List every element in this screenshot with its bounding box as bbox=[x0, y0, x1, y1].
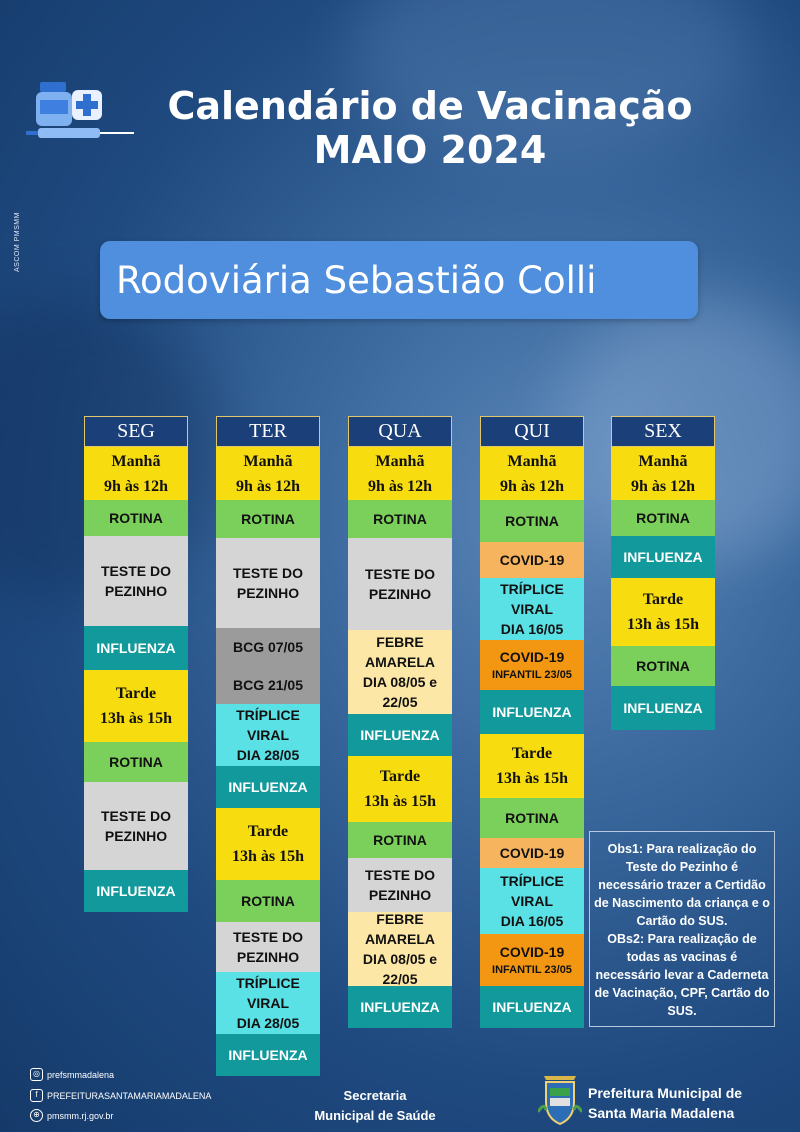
vaccine-cell: TESTE DO PEZINHO bbox=[216, 538, 320, 628]
day-header: SEG bbox=[84, 416, 188, 447]
vaccine-cell: BCG 07/05 bbox=[216, 628, 320, 666]
day-column-qua bbox=[348, 416, 452, 1028]
period-header: Manhã 9h às 12h bbox=[611, 447, 715, 500]
period-header: Manhã 9h às 12h bbox=[348, 447, 452, 500]
title-line-2: MAIO 2024 bbox=[313, 128, 547, 172]
vaccine-cell: INFLUENZA bbox=[84, 626, 188, 670]
vaccine-cell: BCG 21/05 bbox=[216, 666, 320, 704]
instagram-link[interactable] bbox=[30, 1068, 114, 1081]
vaccine-cell: ROTINA bbox=[611, 500, 715, 536]
title-line-1: Calendário de Vacinação bbox=[167, 84, 693, 128]
vaccine-cell: ROTINA bbox=[84, 742, 188, 782]
vaccine-cell: INFLUENZA bbox=[84, 870, 188, 912]
period-header: Manhã 9h às 12h bbox=[480, 447, 584, 500]
day-column-seg bbox=[84, 416, 188, 912]
facebook-handle: PREFEITURASANTAMARIAMADALENA bbox=[47, 1090, 212, 1101]
prefeitura-label: Prefeitura Municipal de Santa Maria Madalena bbox=[588, 1085, 743, 1121]
vaccine-cell: ROTINA bbox=[480, 500, 584, 542]
page-title bbox=[120, 84, 740, 172]
period-header: Manhã 9h às 12h bbox=[216, 447, 320, 500]
day-header: TER bbox=[216, 416, 320, 447]
period-header: Manhã 9h às 12h bbox=[84, 447, 188, 500]
vaccine-cell: INFLUENZA bbox=[216, 1034, 320, 1076]
period-header: Tarde 13h às 15h bbox=[348, 756, 452, 822]
globe-icon: ⊕ bbox=[30, 1109, 43, 1122]
vaccine-cell: FEBRE AMARELA DIA 08/05 e 22/05 bbox=[348, 912, 452, 986]
vaccine-cell: ROTINA bbox=[480, 798, 584, 838]
vaccine-cell: INFLUENZA bbox=[480, 690, 584, 734]
vaccine-cell: INFLUENZA bbox=[480, 986, 584, 1028]
period-header: Tarde 13h às 15h bbox=[216, 808, 320, 880]
vaccine-cell: TESTE DO PEZINHO bbox=[216, 922, 320, 972]
vaccine-cell: ROTINA bbox=[216, 880, 320, 922]
location-banner: Rodoviária Sebastião Colli bbox=[100, 241, 698, 319]
vaccine-cell: INFLUENZA bbox=[611, 686, 715, 730]
vaccine-cell: COVID-19 INFANTIL 23/05 bbox=[480, 640, 584, 690]
instagram-icon: ◎ bbox=[30, 1068, 43, 1081]
website-link[interactable] bbox=[30, 1109, 113, 1122]
vaccine-cell: ROTINA bbox=[84, 500, 188, 536]
instagram-handle: prefsmmadalena bbox=[47, 1069, 115, 1080]
day-header: QUA bbox=[348, 416, 452, 447]
vaccine-cell: COVID-19 bbox=[480, 838, 584, 868]
vaccine-cell: ROTINA bbox=[348, 822, 452, 858]
day-column-ter bbox=[216, 416, 320, 1076]
vaccine-cell: TRÍPLICE VIRAL DIA 16/05 bbox=[480, 868, 584, 934]
period-header: Tarde 13h às 15h bbox=[480, 734, 584, 798]
vaccine-cell: INFLUENZA bbox=[611, 536, 715, 578]
vaccine-cell: ROTINA bbox=[216, 500, 320, 538]
period-header: Tarde 13h às 15h bbox=[611, 578, 715, 646]
vaccine-cell: TRÍPLICE VIRAL DIA 16/05 bbox=[480, 578, 584, 640]
day-column-qui bbox=[480, 416, 584, 1028]
vaccine-cell: TESTE DO PEZINHO bbox=[84, 782, 188, 870]
secretaria-label: Secretaria Municipal de Saúde bbox=[314, 1088, 436, 1123]
note-1: Obs1: Para realização do Teste do Pezinho é necessário trazer a Certidão de Nascimento da criança e o Cartão do SUS. bbox=[594, 842, 770, 928]
side-credit: ASCOM PMSMM bbox=[14, 212, 21, 272]
municipal-crest-icon bbox=[538, 1072, 582, 1126]
vaccine-cell: TRÍPLICE VIRAL DIA 28/05 bbox=[216, 972, 320, 1034]
vaccine-cell: INFLUENZA bbox=[348, 714, 452, 756]
vaccine-cell: FEBRE AMARELA DIA 08/05 e 22/05 bbox=[348, 630, 452, 714]
vaccine-cell: COVID-19 bbox=[480, 542, 584, 578]
facebook-link[interactable] bbox=[30, 1089, 211, 1102]
vaccine-cell: INFLUENZA bbox=[216, 766, 320, 808]
vaccine-cell: TRÍPLICE VIRAL DIA 28/05 bbox=[216, 704, 320, 766]
vaccine-cell: TESTE DO PEZINHO bbox=[348, 858, 452, 912]
vaccine-cell: TESTE DO PEZINHO bbox=[84, 536, 188, 626]
day-column-sex bbox=[611, 416, 715, 730]
vaccine-cell: TESTE DO PEZINHO bbox=[348, 538, 452, 630]
notes-box bbox=[589, 831, 775, 1027]
vaccine-cell: INFLUENZA bbox=[348, 986, 452, 1028]
day-header: SEX bbox=[611, 416, 715, 447]
vaccine-cell: ROTINA bbox=[611, 646, 715, 686]
facebook-icon: f bbox=[30, 1089, 43, 1102]
day-header: QUI bbox=[480, 416, 584, 447]
note-2: OBs2: Para realização de todas as vacinas é necessário levar a Caderneta de Vacinação, CPF, Cartão do SUS. bbox=[594, 932, 770, 1018]
website-url: pmsmm.rj.gov.br bbox=[47, 1110, 114, 1121]
period-header: Tarde 13h às 15h bbox=[84, 670, 188, 742]
vaccine-cell: COVID-19 INFANTIL 23/05 bbox=[480, 934, 584, 986]
vaccine-cell: ROTINA bbox=[348, 500, 452, 538]
